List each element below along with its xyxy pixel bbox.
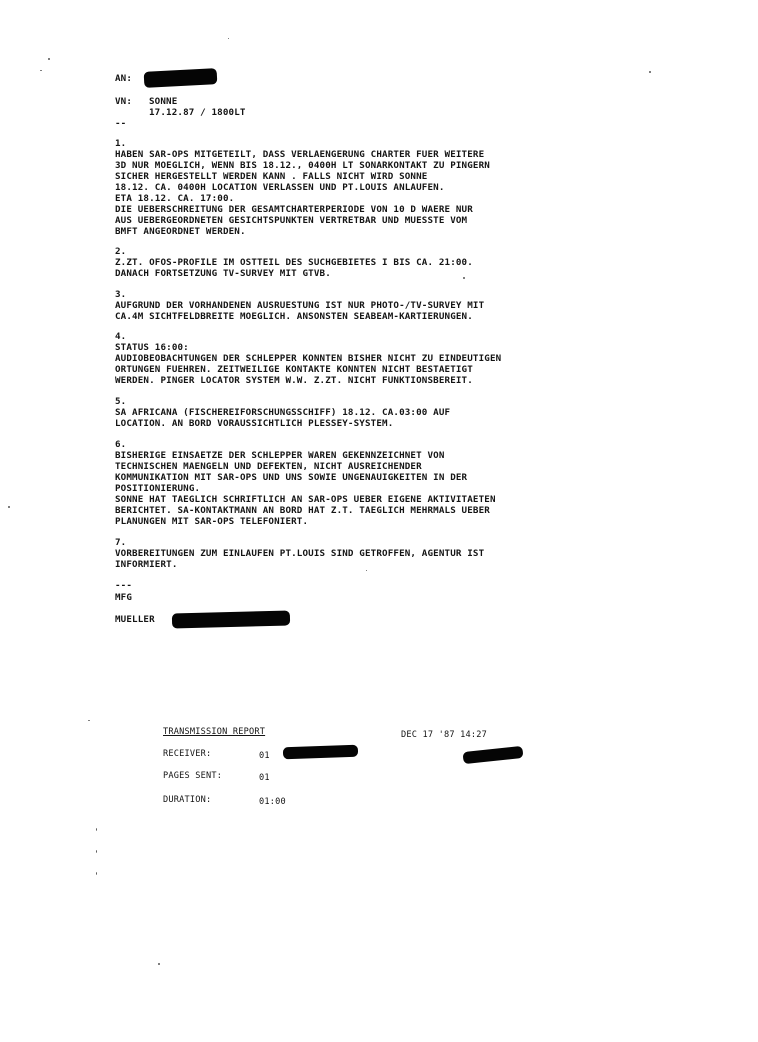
section-1-line: 3D NUR MOEGLICH, WENN BIS 18.12., 0400H LT SONARKONTAKT ZU PINGERN [115,160,490,171]
scan-speck [366,570,367,571]
redaction-station [463,746,524,764]
section-4-line: AUDIOBEOBACHTUNGEN DER SCHLEPPER KONNTEN BISHER NICHT ZU EINDEUTIGEN [115,353,502,364]
section-4-line: ORTUNGEN FUEHREN. ZEITWEILIGE KONTAKTE KONNTEN NICHT BESTAETIGT [115,364,473,375]
message-date: 17.12.87 / 1800LT [149,107,246,118]
section-7-line: VORBEREITUNGEN ZUM EINLAUFEN PT.LOUIS SIND GETROFFEN, AGENTUR IST [115,548,485,559]
scan-speck [8,506,10,508]
section-6-number: 6. [115,439,127,450]
scan-speck [96,828,97,831]
report-title: TRANSMISSION REPORT [163,727,266,737]
scan-speck [96,872,97,875]
scan-speck [649,71,651,73]
header-separator: -- [115,118,127,129]
scan-speck [228,38,229,39]
section-6-line: SONNE HAT TAEGLICH SCHRIFTLICH AN SAR-OPS UEBER EIGENE AKTIVITAETEN [115,494,496,505]
scan-speck [96,850,97,853]
an-label: AN: [115,73,133,84]
scan-speck [158,963,160,965]
section-2-number: 2. [115,246,127,257]
section-1-line: AUS UEBERGEORDNETEN GESICHTSPUNKTEN VERTRETBAR UND MUESSTE VOM [115,215,468,226]
section-4-line: STATUS 16:00: [115,342,189,353]
redaction-recipient [144,68,218,88]
section-3-line: AUFGRUND DER VORHANDENEN AUSRUESTUNG IST NUR PHOTO-/TV-SURVEY MIT [115,300,485,311]
section-5-line: LOCATION. AN BORD VORAUSSICHTLICH PLESSEY-SYSTEM. [115,418,394,429]
scan-speck [463,277,465,279]
redaction-sender [172,610,290,628]
closing-greeting: MFG [115,592,133,603]
pages-sent-label: PAGES SENT: [163,771,223,781]
receiver-label: RECEIVER: [163,749,212,759]
scan-speck [88,720,90,721]
pages-sent-value: 01 [259,773,270,783]
scan-speck [48,58,50,60]
section-2-line: Z.ZT. OFOS-PROFILE IM OSTTEIL DES SUCHGEBIETES I BIS CA. 21:00. [115,257,473,268]
section-6-line: BERICHTET. SA-KONTAKTMANN AN BORD HAT Z.T. TAEGLICH MEHRMALS UEBER [115,505,490,516]
section-1-number: 1. [115,138,127,149]
section-5-line: SA AFRICANA (FISCHEREIFORSCHUNGSSCHIFF) 18.12. CA.03:00 AUF [115,407,451,418]
receiver-value: 01 [259,751,270,761]
section-6-line: TECHNISCHEN MAENGELN UND DEFEKTEN, NICHT AUSREICHENDER [115,461,422,472]
section-1-line: BMFT ANGEORDNET WERDEN. [115,226,246,237]
closing-separator: --- [115,580,133,591]
section-3-number: 3. [115,289,127,300]
section-7-line: INFORMIERT. [115,559,178,570]
duration-value: 01:00 [259,797,286,807]
section-6-line: KOMMUNIKATION MIT SAR-OPS UND UNS SOWIE UNGENAUIGKEITEN IN DER [115,472,468,483]
section-6-line: BISHERIGE EINSAETZE DER SCHLEPPER WAREN GEKENNZEICHNET VON [115,450,445,461]
section-4-line: WERDEN. PINGER LOCATOR SYSTEM W.W. Z.ZT. NICHT FUNKTIONSBEREIT. [115,375,473,386]
scan-speck [40,70,42,71]
redaction-receiver [283,745,358,760]
duration-label: DURATION: [163,795,212,805]
section-5-number: 5. [115,396,127,407]
section-3-line: CA.4M SICHTFELDBREITE MOEGLICH. ANSONSTEN SEABEAM-KARTIERUNGEN. [115,311,473,322]
vn-sender: SONNE [149,96,178,107]
sender-name: MUELLER [115,614,155,625]
section-7-number: 7. [115,537,127,548]
section-1-line: ETA 18.12. CA. 17:00. [115,193,235,204]
section-4-number: 4. [115,331,127,342]
section-1-line: DIE UEBERSCHREITUNG DER GESAMTCHARTERPERIODE VON 10 D WAERE NUR [115,204,473,215]
section-6-line: POSITIONIERUNG. [115,483,201,494]
vn-label: VN: [115,96,133,107]
report-datetime: DEC 17 '87 14:27 [401,730,487,740]
section-1-line: 18.12. CA. 0400H LOCATION VERLASSEN UND PT.LOUIS ANLAUFEN. [115,182,445,193]
section-1-line: SICHER HERGESTELLT WERDEN KANN . FALLS NICHT WIRD SONNE [115,171,428,182]
section-2-line: DANACH FORTSETZUNG TV-SURVEY MIT GTVB. [115,268,331,279]
section-6-line: PLANUNGEN MIT SAR-OPS TELEFONIERT. [115,516,309,527]
section-1-line: HABEN SAR-OPS MITGETEILT, DASS VERLAENGERUNG CHARTER FUER WEITERE [115,149,485,160]
